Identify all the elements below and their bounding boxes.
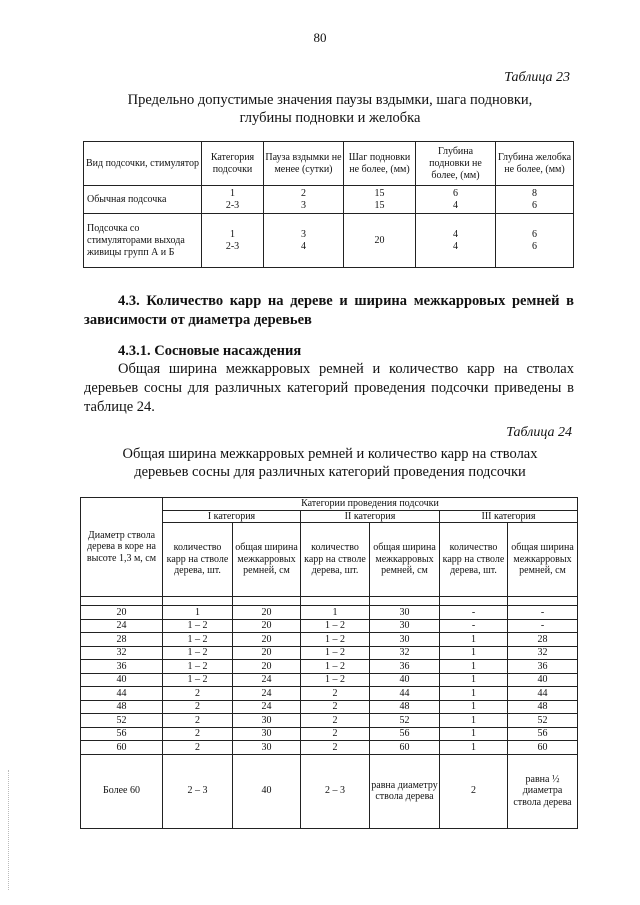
- t24-cell: 44: [81, 687, 163, 701]
- t23-cell: 2 3: [264, 186, 344, 214]
- t24-cell: 30: [370, 633, 440, 647]
- t24-cell: 52: [370, 714, 440, 728]
- t23-cell: 1 2-3: [202, 214, 264, 268]
- t24-cell: 1: [440, 727, 508, 741]
- table24-title: [60, 445, 600, 481]
- t24-cell: 24: [81, 619, 163, 633]
- table-row: [81, 687, 578, 701]
- page-number: 80: [313, 30, 327, 45]
- t24-cell: 30: [370, 606, 440, 620]
- t24-cell: 24: [233, 673, 301, 687]
- t24-cell: 32: [370, 646, 440, 660]
- t24-cell: 28: [81, 633, 163, 647]
- t24-cell: 2: [301, 687, 370, 701]
- t24-cell: 40: [508, 673, 578, 687]
- t24-cell: 1 – 2: [163, 673, 233, 687]
- t24-subheader-width: общая ширина межкарровых ремней, см: [370, 523, 440, 597]
- t24-cell: 20: [233, 633, 301, 647]
- t24-cell: 1: [440, 646, 508, 660]
- table-row: [81, 754, 578, 828]
- t23-header-category: Категория подсочки: [202, 142, 264, 186]
- table23-label: Таблица 23: [504, 70, 570, 85]
- t24-cell: 60: [81, 741, 163, 755]
- t23-cell: 1 2-3: [202, 186, 264, 214]
- table-row: [81, 619, 578, 633]
- t24-cell: 52: [508, 714, 578, 728]
- t23-type-cell: Подсочка со стимуляторами выхода живицы групп А и Б: [84, 214, 202, 268]
- t24-cell: 1: [163, 606, 233, 620]
- t24-cell: 1: [440, 673, 508, 687]
- t24-cell: 2: [301, 727, 370, 741]
- table-row: [81, 727, 578, 741]
- t24-cell: равна диаметру ствола дерева: [370, 754, 440, 828]
- t24-cell: 32: [508, 646, 578, 660]
- t24-cell: 1: [440, 700, 508, 714]
- t24-cell: 2: [440, 754, 508, 828]
- t24-cell: 30: [233, 727, 301, 741]
- t24-cell: 1 – 2: [301, 633, 370, 647]
- table-row: [84, 214, 574, 268]
- t24-cell: -: [440, 619, 508, 633]
- t24-cell: 1: [440, 687, 508, 701]
- section-heading: 4.3. Количество карр на дереве и ширина межкарровых ремней в зависимости от диаметра деревьев: [84, 293, 574, 328]
- t23-type-cell: Обычная подсочка: [84, 186, 202, 214]
- t24-cell: 1 – 2: [163, 619, 233, 633]
- t24-header-categories: Категории проведения подсочки: [163, 498, 578, 511]
- t23-header-type: Вид подсочки, стимулятор: [84, 142, 202, 186]
- t23-cell: 3 4: [264, 214, 344, 268]
- t23-cell: 4 4: [416, 214, 496, 268]
- table-row: [81, 673, 578, 687]
- table-row: [81, 606, 578, 620]
- t24-cell: 2: [301, 741, 370, 755]
- t24-cell: 2: [163, 714, 233, 728]
- t24-cell: 1: [440, 714, 508, 728]
- t24-cell: 1 – 2: [163, 660, 233, 674]
- t23-cell: 20: [344, 214, 416, 268]
- t24-cell: 2: [301, 700, 370, 714]
- t24-cell: 2 – 3: [163, 754, 233, 828]
- table-row: [81, 660, 578, 674]
- t24-cell: 1: [440, 633, 508, 647]
- t24-cell: 36: [81, 660, 163, 674]
- t24-cell: Более 60: [81, 754, 163, 828]
- t23-cell: 6 4: [416, 186, 496, 214]
- t23-cell: 8 6: [496, 186, 574, 214]
- t24-cell: 30: [233, 741, 301, 755]
- t24-cell: 40: [370, 673, 440, 687]
- t24-cell: равна ½ диаметра ствола дерева: [508, 754, 578, 828]
- table-row: [81, 633, 578, 647]
- t24-subheader-count: количество карр на стволе дерева, шт.: [163, 523, 233, 597]
- t24-cell: 2: [163, 727, 233, 741]
- t23-header-groove: Глубина желобка не более, (мм): [496, 142, 574, 186]
- table-24: [80, 497, 578, 829]
- table24-label: Таблица 24: [506, 425, 572, 440]
- t24-cell: 24: [233, 687, 301, 701]
- t24-cell: 30: [370, 619, 440, 633]
- t24-cell: 20: [233, 660, 301, 674]
- t24-header-cat3: III категория: [440, 510, 578, 523]
- t24-subheader-count: количество карр на стволе дерева, шт.: [301, 523, 370, 597]
- body-paragraph: Общая ширина межкарровых ремней и количество карр на стволах деревьев сосны для различных категорий проведения подсочки приведены в таблице 24.: [84, 361, 574, 415]
- t24-cell: 32: [81, 646, 163, 660]
- t24-cell: 36: [508, 660, 578, 674]
- t24-cell: 56: [370, 727, 440, 741]
- table-row: [81, 741, 578, 755]
- t24-cell: 56: [508, 727, 578, 741]
- t24-header-cat1: I категория: [163, 510, 301, 523]
- t24-cell: -: [508, 619, 578, 633]
- t24-cell: 20: [233, 619, 301, 633]
- t24-cell: 1: [440, 660, 508, 674]
- table-row: [81, 700, 578, 714]
- table23-title-line1: Предельно допустимые значения паузы вздымки, шага подновки,: [127, 92, 533, 108]
- t23-cell: 6 6: [496, 214, 574, 268]
- t24-cell: 30: [233, 714, 301, 728]
- t23-header-pause: Пауза вздымки не менее (сутки): [264, 142, 344, 186]
- t24-subheader-count: количество карр на стволе дерева, шт.: [440, 523, 508, 597]
- t24-cell: 40: [81, 673, 163, 687]
- t24-cell: 60: [370, 741, 440, 755]
- table-row: [81, 646, 578, 660]
- t24-cell: 1: [440, 741, 508, 755]
- t24-cell: 20: [233, 606, 301, 620]
- t23-header-step: Шаг подновки не более, (мм): [344, 142, 416, 186]
- t24-header-diameter: Диаметр ствола дерева в коре на высоте 1,3 м, см: [81, 498, 163, 597]
- t24-cell: 40: [233, 754, 301, 828]
- table24-title-line2: деревьев сосны для различных категорий проведения подсочки: [134, 464, 526, 480]
- table24-title-line1: Общая ширина межкарровых ремней и количество карр на стволах: [122, 446, 538, 462]
- t24-cell: 56: [81, 727, 163, 741]
- t24-cell: 24: [233, 700, 301, 714]
- t24-cell: 48: [370, 700, 440, 714]
- t24-cell: 44: [508, 687, 578, 701]
- table23-title-line2: глубины подновки и желобка: [239, 110, 421, 126]
- t24-cell: 1 – 2: [301, 673, 370, 687]
- t24-cell: 1 – 2: [163, 646, 233, 660]
- t24-cell: 1 – 2: [301, 646, 370, 660]
- t24-cell: 2: [163, 741, 233, 755]
- t24-cell: 36: [370, 660, 440, 674]
- t24-cell: 20: [233, 646, 301, 660]
- margin-dotted-line: [8, 770, 10, 890]
- table23-title: [60, 91, 600, 127]
- t24-cell: -: [440, 606, 508, 620]
- t24-header-cat2: II категория: [301, 510, 440, 523]
- t24-subheader-width: общая ширина межкарровых ремней, см: [233, 523, 301, 597]
- t24-cell: 2: [163, 700, 233, 714]
- t24-cell: 52: [81, 714, 163, 728]
- t23-cell: 15 15: [344, 186, 416, 214]
- t24-cell: 44: [370, 687, 440, 701]
- t24-cell: 1 – 2: [301, 660, 370, 674]
- t24-cell: 60: [508, 741, 578, 755]
- t24-cell: 2: [301, 714, 370, 728]
- t24-cell: 1 – 2: [163, 633, 233, 647]
- t24-cell: -: [508, 606, 578, 620]
- t24-cell: 1 – 2: [301, 619, 370, 633]
- t24-cell: 28: [508, 633, 578, 647]
- t24-cell: 48: [81, 700, 163, 714]
- table-row: [84, 186, 574, 214]
- table-23: [83, 141, 574, 268]
- t24-cell: 2: [163, 687, 233, 701]
- t23-header-depth: Глубина подновки не более, (мм): [416, 142, 496, 186]
- t24-cell: 1: [301, 606, 370, 620]
- t24-cell: 48: [508, 700, 578, 714]
- subsection-heading: 4.3.1. Сосновые насаждения: [118, 343, 302, 359]
- table-row: [81, 714, 578, 728]
- t24-cell: 20: [81, 606, 163, 620]
- t24-cell: 2 – 3: [301, 754, 370, 828]
- t24-subheader-width: общая ширина межкарровых ремней, см: [508, 523, 578, 597]
